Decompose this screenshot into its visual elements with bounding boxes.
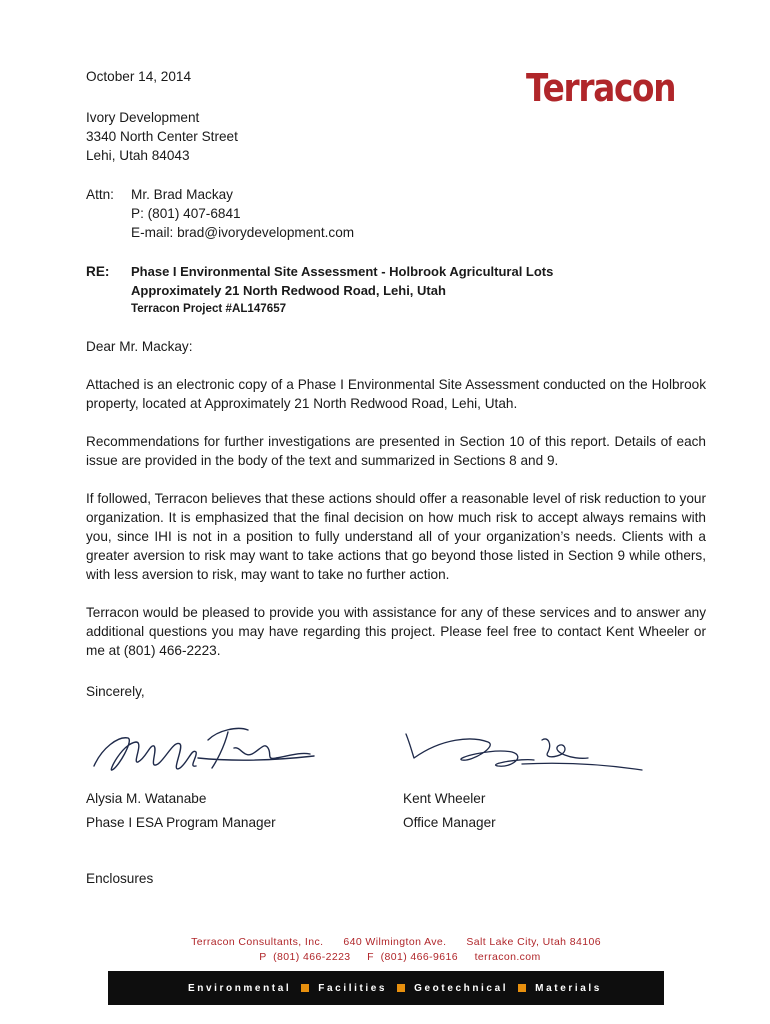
service-geotechnical: Geotechnical <box>414 982 509 994</box>
bullet-square-icon <box>301 984 309 992</box>
footer-web: terracon.com <box>474 951 541 963</box>
signer-title: Phase I ESA Program Manager <box>86 815 276 830</box>
re-project-number: Terracon Project #AL147657 <box>131 302 287 315</box>
enclosures: Enclosures <box>86 871 154 886</box>
bullet-square-icon <box>518 984 526 992</box>
footer-company: Terracon Consultants, Inc. <box>191 936 324 948</box>
re-block <box>131 262 553 318</box>
footer-phone: P (801) 466-2223 <box>259 951 351 963</box>
recipient-street: 3340 North Center Street <box>86 129 238 144</box>
service-materials: Materials <box>535 982 602 994</box>
signer-title: Office Manager <box>403 815 496 830</box>
body-paragraph-4 <box>86 603 706 660</box>
recipient-address <box>86 108 238 165</box>
attn-email: E-mail: brad@ivorydevelopment.com <box>131 225 355 240</box>
signature-watanabe <box>88 718 318 778</box>
footer-city: Salt Lake City, Utah 84106 <box>466 936 601 948</box>
body-paragraph-text: If followed, Terracon believes that these actions should offer a reasonable level of risk reduction to your organization. It is emphasized that the final decision on how much risk to accept always remains with you, since IHI is not in a position to fully understand all of your organization’s needs. Clients with a greater aversion to risk may want to take actions that go beyond those listed in Section 9 while others, with less aversion to risk, may want to take no further action. <box>86 491 706 582</box>
letter-date: October 14, 2014 <box>86 69 192 84</box>
re-label: RE: <box>86 264 110 279</box>
footer-address: 640 Wilmington Ave. <box>343 936 447 948</box>
signer-watanabe <box>86 787 276 835</box>
recipient-city: Lehi, Utah 84043 <box>86 148 190 163</box>
attn-label: Attn: <box>86 187 114 202</box>
footer-fax: F (801) 466-9616 <box>367 951 459 963</box>
attn-name: Mr. Brad Mackay <box>131 187 233 202</box>
recipient-company: Ivory Development <box>86 110 200 125</box>
body-paragraph-text: Attached is an electronic copy of a Phase I Environmental Site Assessment conducted on the Holbrook property, located at Approximately 21 North Redwood Road, Lehi, Utah. <box>86 377 706 411</box>
salutation: Dear Mr. Mackay: <box>86 339 193 354</box>
body-paragraph-text: Recommendations for further investigations are presented in Section 10 of this report. Details of each issue are provided in the body of the text and summarized in Sections 8 and 9. <box>86 434 706 468</box>
terracon-logo: Terracon <box>526 66 676 110</box>
closing: Sincerely, <box>86 684 145 699</box>
body-paragraph-2 <box>86 432 706 470</box>
re-line-2: Approximately 21 North Redwood Road, Lehi, Utah <box>131 283 446 298</box>
body-paragraph-1 <box>86 375 706 413</box>
signature-wheeler <box>402 728 646 778</box>
service-environmental: Environmental <box>188 982 292 994</box>
re-line-1: Phase I Environmental Site Assessment - Holbrook Agricultural Lots <box>131 264 554 279</box>
bullet-square-icon <box>397 984 405 992</box>
signer-wheeler <box>403 787 496 835</box>
body-paragraph-3 <box>86 489 706 584</box>
body-paragraph-text: Terracon would be pleased to provide you with assistance for any of these services and to answer any additional questions you may have regarding this project. Please feel free to contact Kent Wheeler or me at (801) 466-2223. <box>86 605 706 658</box>
signer-name: Kent Wheeler <box>403 791 486 806</box>
footer-contact <box>0 935 770 965</box>
signer-name: Alysia M. Watanabe <box>86 791 207 806</box>
service-facilities: Facilities <box>318 982 388 994</box>
attn-phone: P: (801) 407-6841 <box>131 206 241 221</box>
attn-block <box>131 185 354 242</box>
footer-services-band <box>108 971 664 1005</box>
